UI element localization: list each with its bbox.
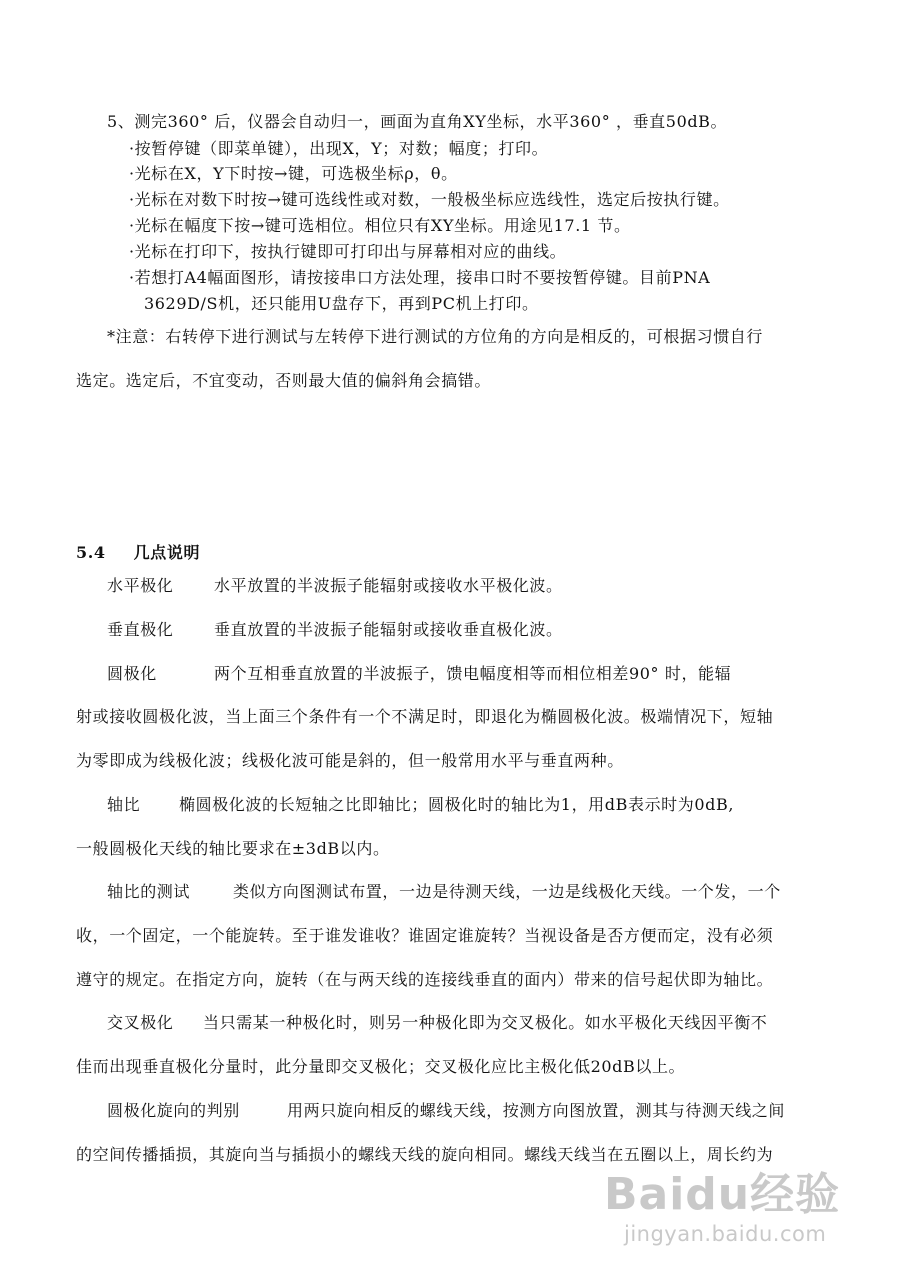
bullet-log: ·光标在对数下时按→键可选线性或对数，一般极坐标应选线性，选定后按执行键。 <box>129 190 730 209</box>
def-cross <box>107 1013 767 1033</box>
def-axial-test <box>107 882 781 902</box>
note-line-2: 选定。选定后，不宜变动，否则最大值的偏斜角会搞错。 <box>76 371 492 390</box>
def-circular <box>107 664 731 684</box>
def-axial-test-cont-1: 收，一个固定，一个能旋转。至于谁发谁收？谁固定谁旋转？当视设备是否方便而定，没有必须 <box>76 926 774 945</box>
def-horizontal <box>107 576 563 596</box>
bullet-a4-cont: 3629D/S机，还只能用U盘存下，再到PC机上打印。 <box>144 294 539 313</box>
def-rotation-text: 用两只旋向相反的螺线天线，按测方向图放置，测其与待测天线之间 <box>287 1101 786 1120</box>
bullet-pause-key: ·按暂停键（即菜单键），出现X，Y；对数；幅度；打印。 <box>129 139 549 158</box>
section-number: 5.4 <box>76 543 106 562</box>
step5-title: 5、测完360° 后，仪器会自动归一，画面为直角XY坐标，水平360° ，垂直50dB。 <box>107 112 728 131</box>
term-vertical: 垂直极化 <box>107 620 174 639</box>
baidu-watermark <box>604 1158 854 1258</box>
term-circular: 圆极化 <box>107 664 157 683</box>
term-axial-ratio: 轴比 <box>107 795 141 814</box>
def-circular-text: 两个互相垂直放置的半波振子，馈电幅度相等而相位相差90° 时，能辐 <box>214 664 732 683</box>
def-axial-test-text: 类似方向图测试布置，一边是待测天线，一边是线极化天线。一个发，一个 <box>233 882 781 901</box>
term-horizontal: 水平极化 <box>107 576 174 595</box>
def-circular-cont-2: 为零即成为线极化波；线极化波可能是斜的，但一般常用水平与垂直两种。 <box>76 751 624 770</box>
bullet-a4: ·若想打A4幅面图形，请按接串口方法处理，接串口时不要按暂停键。目前PNA <box>129 268 711 287</box>
section-heading <box>76 543 200 563</box>
def-circular-cont-1: 射或接收圆极化波，当上面三个条件有一个不满足时，即退化为椭圆极化波。极端情况下，短轴 <box>76 707 774 726</box>
def-cross-text: 当只需某一种极化时，则另一种极化即为交叉极化。如水平极化天线因平衡不 <box>203 1013 768 1032</box>
def-cross-cont: 佳而出现垂直极化分量时，此分量即交叉极化；交叉极化应比主极化低20dB以上。 <box>76 1057 686 1076</box>
term-axial-test: 轴比的测试 <box>107 882 191 901</box>
bullet-phase: ·光标在幅度下按→键可选相位。相位只有XY坐标。用途见17.1 节。 <box>129 216 631 235</box>
def-axial-test-cont-2: 遵守的规定。在指定方向，旋转（在与两天线的连接线垂直的面内）带来的信号起伏即为轴比。 <box>76 970 774 989</box>
term-cross: 交叉极化 <box>107 1013 174 1032</box>
bullet-print: ·光标在打印下，按执行键即可打印出与屏幕相对应的曲线。 <box>129 242 567 261</box>
watermark-url: jingyan.baidu.com <box>624 1222 827 1246</box>
def-vertical <box>107 620 563 640</box>
section-title: 几点说明 <box>133 543 201 562</box>
def-vertical-text: 垂直放置的半波振子能辐射或接收垂直极化波。 <box>214 620 563 639</box>
def-axial-ratio-cont: 一般圆极化天线的轴比要求在±3dB以内。 <box>76 839 390 858</box>
def-axial-ratio <box>107 795 734 815</box>
def-horizontal-text: 水平放置的半波振子能辐射或接收水平极化波。 <box>214 576 563 595</box>
bullet-polar: ·光标在X，Y下时按→键，可选极坐标ρ，θ。 <box>129 164 458 183</box>
watermark-logo: Baidu经验 <box>604 1169 841 1220</box>
note-line-1: *注意：右转停下进行测试与左转停下进行测试的方位角的方向是相反的，可根据习惯自行 <box>107 327 764 346</box>
term-rotation: 圆极化旋向的判别 <box>107 1101 240 1120</box>
def-axial-ratio-text: 椭圆极化波的长短轴之比即轴比；圆极化时的轴比为1，用dB表示时为0dB, <box>179 795 735 814</box>
def-rotation <box>107 1101 785 1121</box>
def-rotation-cont: 的空间传播插损，其旋向当与插损小的螺线天线的旋向相同。螺线天线当在五圈以上，周长约为 <box>76 1145 774 1164</box>
